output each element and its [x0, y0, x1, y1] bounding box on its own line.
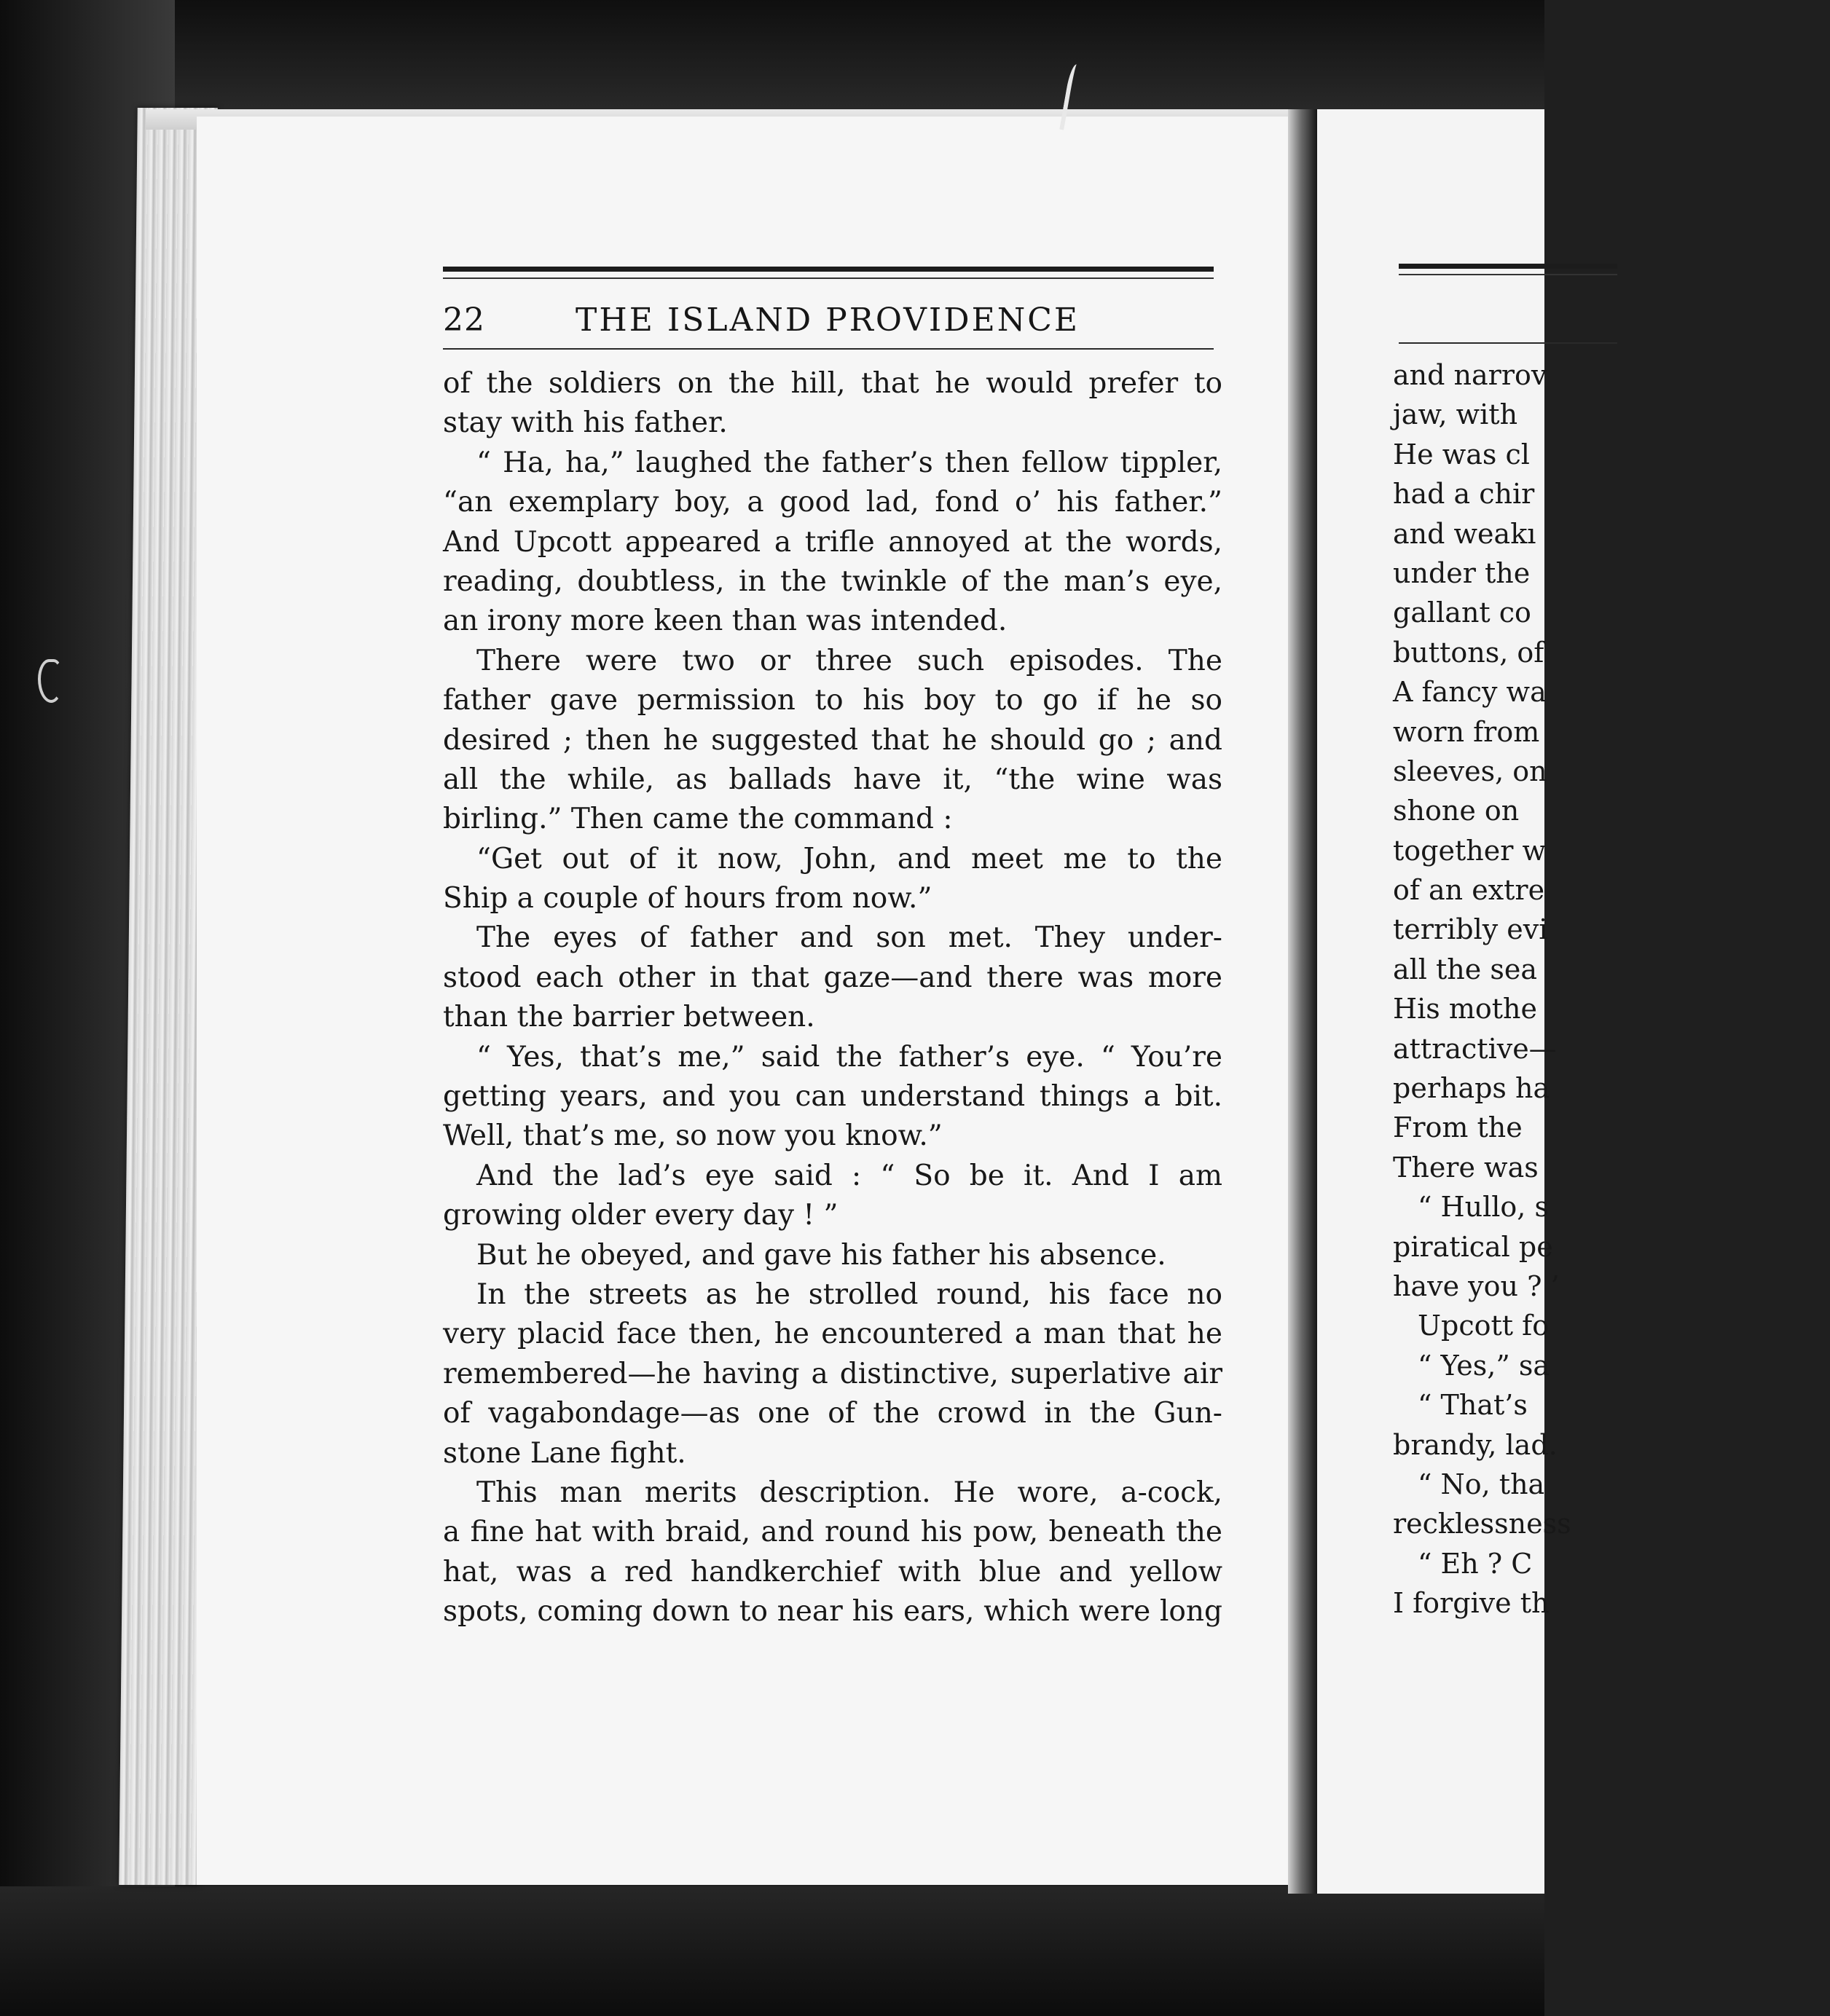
text-line: had a chir	[1393, 478, 1535, 511]
text-line: “Get out of it now, John, and meet me to the	[476, 842, 1222, 875]
text-line: worn from	[1393, 715, 1540, 748]
text-line: In the streets as he strolled round, his face no	[476, 1277, 1222, 1311]
text-line: reading, doubtless, in the twinkle of the man’s eye,	[443, 564, 1222, 598]
book-title: THE ISLAND PROVIDENCE	[576, 302, 1080, 339]
text-line: desired ; then he suggested that he should go ; and	[443, 723, 1222, 757]
text-line: “ Hullo, s	[1418, 1191, 1549, 1224]
text-line: He was cl	[1393, 438, 1530, 470]
right-header-rule-thick	[1399, 264, 1617, 269]
text-line: stood each other in that gaze—and there was more	[443, 961, 1222, 994]
text-line: growing older every day ! ”	[443, 1199, 839, 1232]
right-header-rule-thin	[1399, 274, 1617, 275]
text-line: piratical pe	[1393, 1230, 1553, 1263]
book-gutter	[1288, 109, 1317, 1894]
text-line: His mothe	[1393, 993, 1538, 1025]
text-line: There was	[1393, 1151, 1539, 1184]
text-line: But he obeyed, and gave his father his absence.	[476, 1238, 1166, 1272]
text-line: together w	[1393, 834, 1546, 867]
text-line: “ Yes, that’s me,” said the father’s eye. “ You’re	[476, 1040, 1222, 1074]
left-page-text	[443, 364, 1222, 1632]
text-line: an irony more keen than was intended.	[443, 605, 1008, 638]
text-line: I forgive th	[1393, 1587, 1550, 1620]
right-page-fragment	[1317, 109, 1571, 1894]
text-line: And Upcott appeared a trifle annoyed at the words,	[443, 525, 1222, 559]
text-line: “ Yes,” sa	[1418, 1349, 1550, 1382]
header-rule-thin	[443, 277, 1214, 279]
text-line: buttons, of	[1393, 636, 1544, 669]
text-line: “ That’s	[1418, 1389, 1528, 1422]
text-line: all the sea	[1393, 953, 1537, 985]
text-line: Well, that’s me, so now you know.”	[443, 1119, 943, 1153]
text-line: Upcott fo	[1418, 1310, 1550, 1342]
text-line: and weakı	[1393, 517, 1536, 550]
text-line: “ Ha, ha,” laughed the father’s then fellow tippler,	[476, 446, 1222, 479]
text-line: stay with his father.	[443, 406, 728, 440]
text-line: The eyes of father and son met. They under-	[476, 921, 1222, 955]
running-head	[443, 302, 1214, 345]
text-line: father gave permission to his boy to go if he so	[443, 684, 1222, 717]
text-line: all the while, as ballads have it, “the wine was	[443, 763, 1222, 796]
text-line: of the soldiers on the hill, that he would prefer to	[443, 367, 1222, 400]
text-line: jaw, with	[1393, 398, 1518, 431]
text-line: brandy, lad.	[1393, 1428, 1558, 1461]
text-line: and narrov	[1393, 359, 1547, 391]
text-line: shone on	[1393, 795, 1520, 827]
right-page-text	[1393, 355, 1830, 1623]
text-line: This man merits description. He wore, a-cock,	[476, 1476, 1222, 1509]
text-line: getting years, and you can understand things a bit.	[443, 1080, 1222, 1114]
text-line: perhaps ha	[1393, 1072, 1550, 1105]
text-line: recklessness	[1393, 1508, 1571, 1540]
scan-background-top	[0, 0, 1544, 117]
text-line: under the	[1393, 556, 1531, 589]
text-line: spots, coming down to near his ears, which were long	[443, 1595, 1222, 1629]
right-running-head-underline	[1399, 342, 1617, 344]
text-line: And the lad’s eye said : “ So be it. And I am	[476, 1159, 1222, 1192]
text-line: than the barrier between.	[443, 1001, 815, 1034]
text-line: of an extre	[1393, 874, 1545, 907]
running-head-underline	[443, 348, 1214, 350]
text-line: sleeves, on	[1393, 755, 1547, 787]
text-line: A fancy wa	[1393, 676, 1547, 709]
dust-speck	[38, 659, 63, 703]
text-line: very placid face then, he encountered a man that he	[443, 1318, 1222, 1351]
text-line: “ No, tha	[1418, 1468, 1545, 1500]
text-line: a fine hat with braid, and round his pow, beneath the	[443, 1516, 1222, 1549]
text-line: birling.” Then came the command :	[443, 803, 953, 836]
text-line: of vagabondage—as one of the crowd in the Gun-	[443, 1397, 1222, 1430]
text-line: hat, was a red handkerchief with blue and yellow	[443, 1555, 1222, 1588]
text-line: There were two or three such episodes. The	[476, 644, 1222, 677]
text-line: Ship a couple of hours from now.”	[443, 882, 932, 916]
header-rule-thick	[443, 267, 1214, 272]
scan-background-bottom	[0, 1886, 1544, 2016]
text-line: attractive—	[1393, 1032, 1557, 1065]
text-line: have you ? ’	[1393, 1269, 1560, 1302]
text-line: stone Lane fight.	[443, 1436, 686, 1470]
text-line: terribly evi	[1393, 913, 1548, 946]
text-line: From the	[1393, 1111, 1523, 1144]
text-line: remembered—he having a distinctive, superlative air	[443, 1357, 1222, 1390]
page-number: 22	[443, 302, 485, 339]
text-line: “an exemplary boy, a good lad, fond o’ his father.”	[443, 486, 1222, 519]
text-line: gallant co	[1393, 596, 1531, 629]
text-line: “ Eh ? C	[1418, 1547, 1533, 1580]
